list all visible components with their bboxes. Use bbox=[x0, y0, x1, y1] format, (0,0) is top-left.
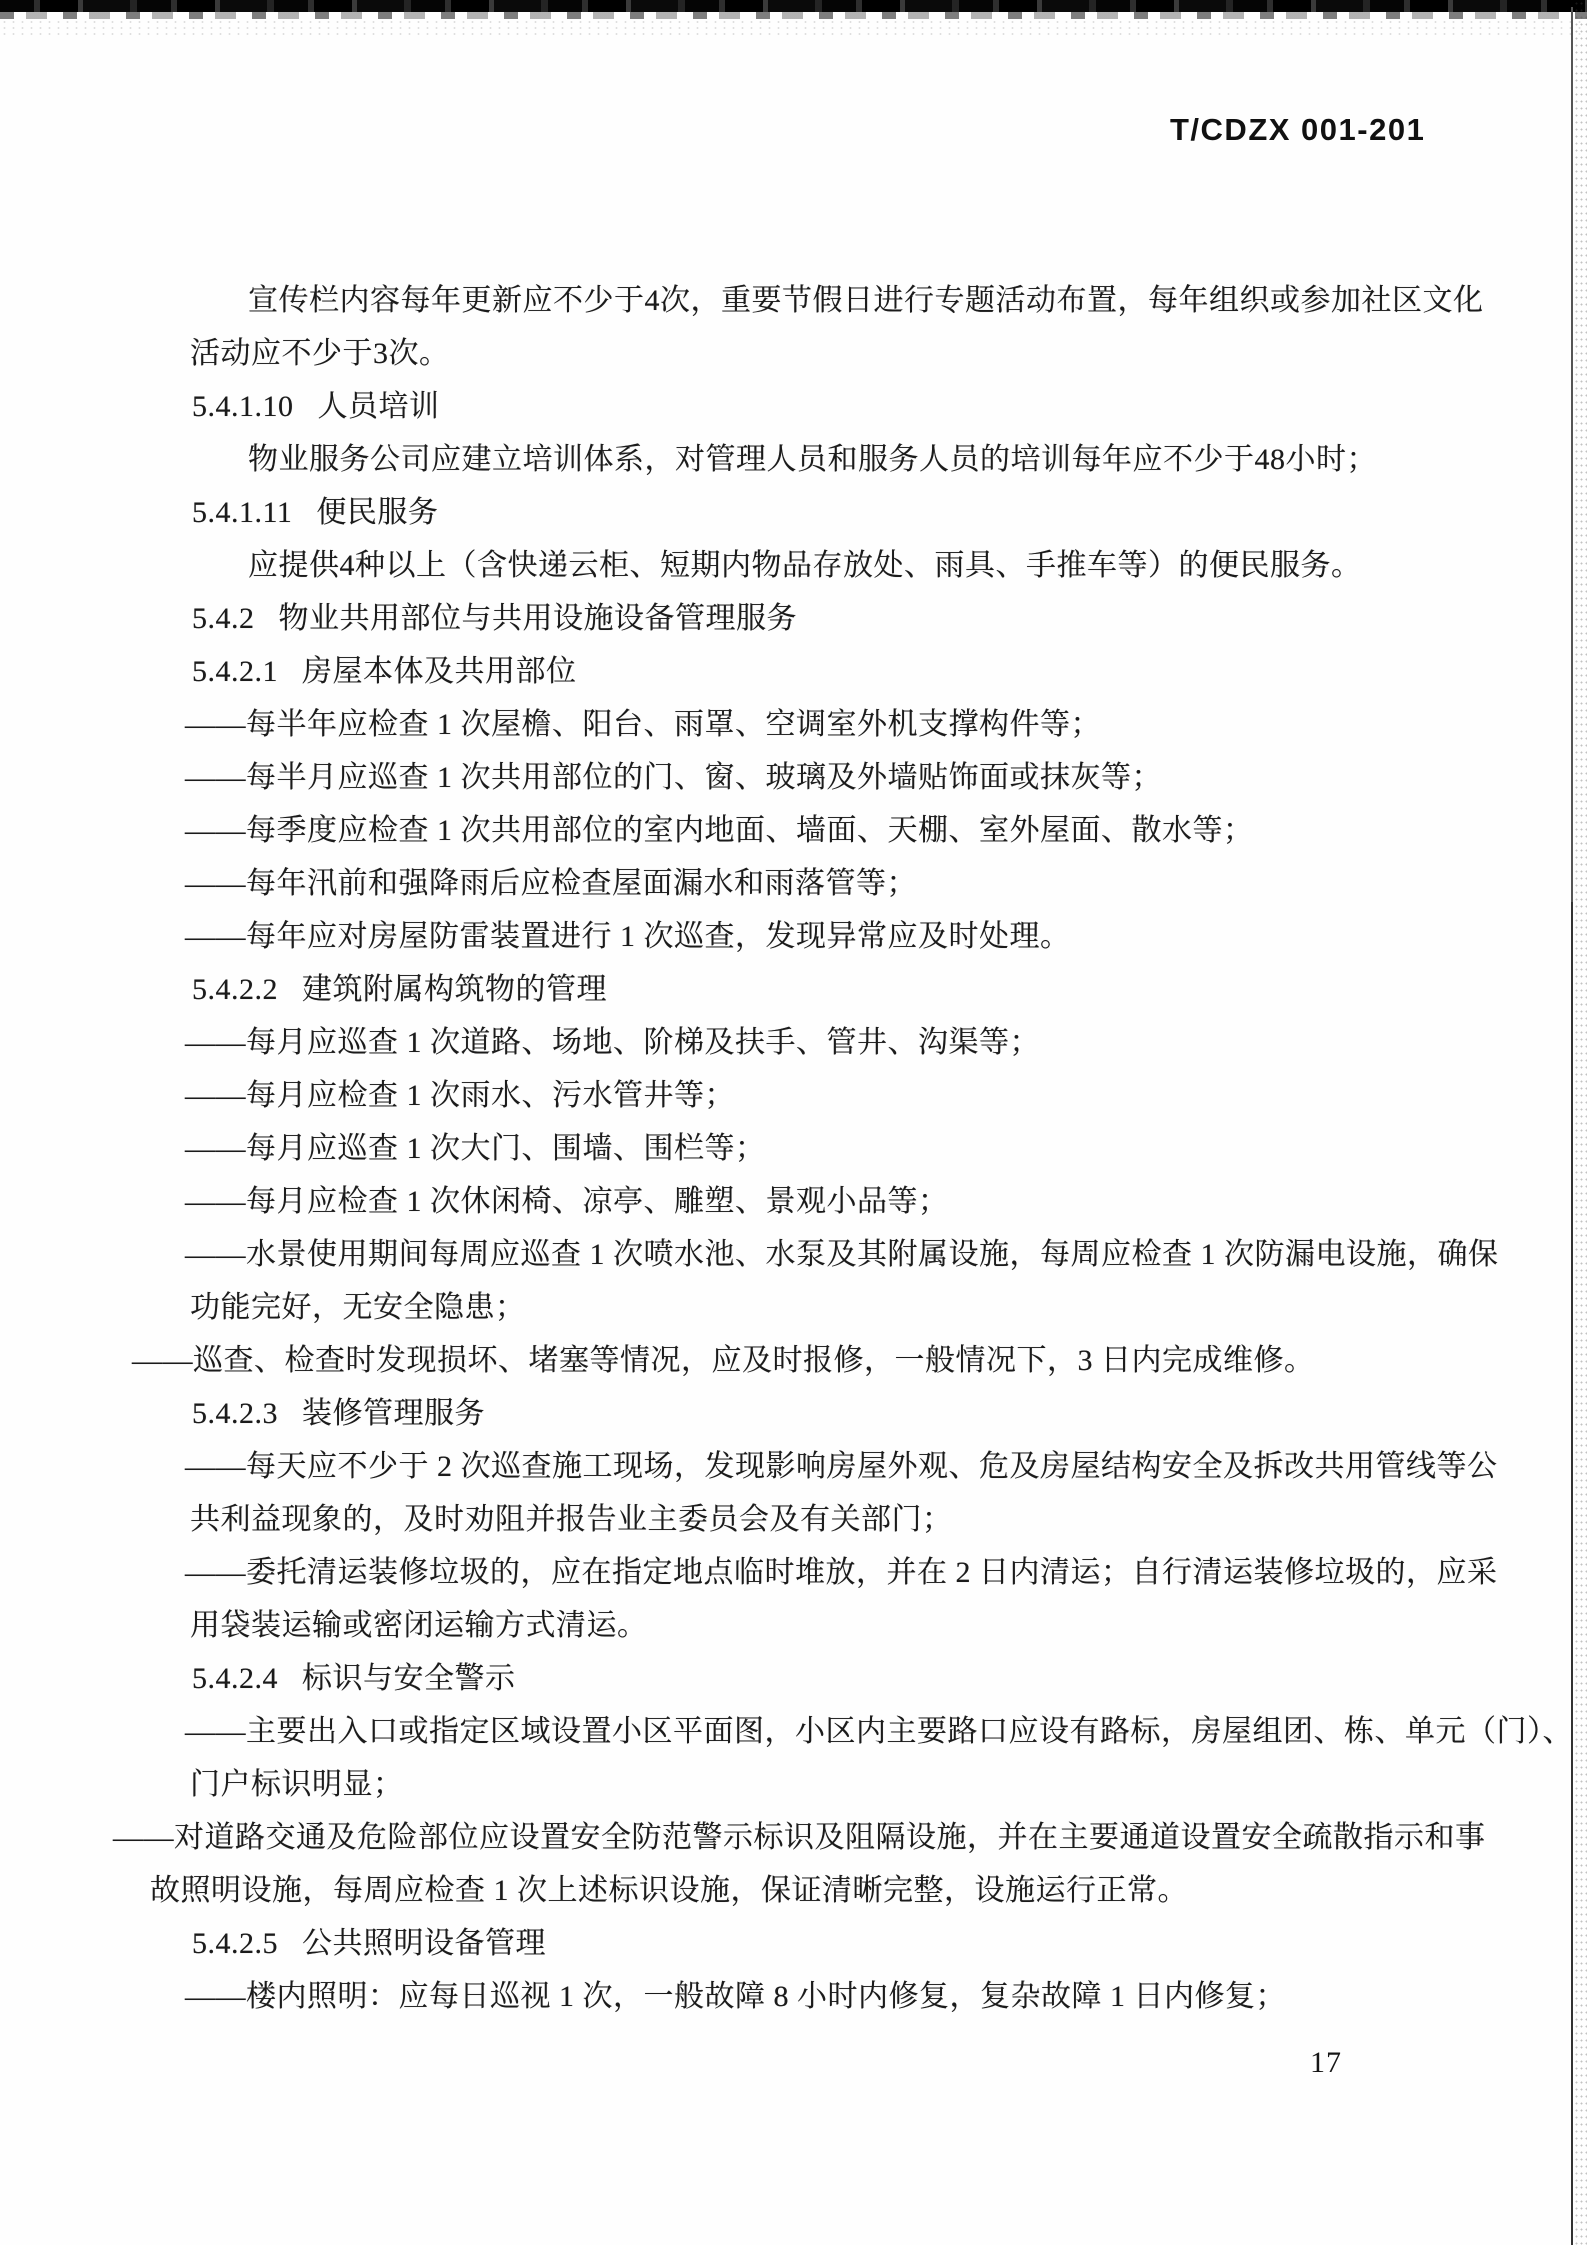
clause-heading: 5.4.2 物业共用部位与共用设施设备管理服务 bbox=[192, 602, 797, 635]
text-line: ——委托清运装修垃圾的，应在指定地点临时堆放，并在 2 日内清运；自行清运装修垃圾的，应采 bbox=[185, 1556, 1498, 1589]
text-line: 门户标识明显； bbox=[190, 1768, 404, 1801]
text-line: 应提供4种以上（含快递云柜、短期内物品存放处、雨具、手推车等）的便民服务。 bbox=[248, 549, 1362, 582]
text-line: ——每半年应检查 1 次屋檐、阳台、雨罩、空调室外机支撑构件等； bbox=[185, 708, 1101, 741]
standard-code-header: T/CDZX 001-201 bbox=[1170, 112, 1426, 147]
text-line: 物业服务公司应建立培训体系，对管理人员和服务人员的培训每年应不少于48小时； bbox=[248, 443, 1377, 476]
text-line: ——每年应对房屋防雷装置进行 1 次巡查，发现异常应及时处理。 bbox=[185, 920, 1071, 953]
text-line: 活动应不少于3次。 bbox=[190, 337, 450, 370]
text-line: ——水景使用期间每周应巡查 1 次喷水池、水泵及其附属设施，每周应检查 1 次防漏电设施，确保 bbox=[185, 1238, 1499, 1271]
clause-heading: 5.4.1.10 人员培训 bbox=[192, 390, 440, 423]
clause-heading: 5.4.2.2 建筑附属构筑物的管理 bbox=[192, 973, 607, 1006]
text-line: 故照明设施，每周应检查 1 次上述标识设施，保证清晰完整，设施运行正常。 bbox=[150, 1874, 1188, 1907]
text-line: 宣传栏内容每年更新应不少于4次，重要节假日进行专题活动布置，每年组织或参加社区文化 bbox=[248, 284, 1484, 317]
scan-artifact-top-band bbox=[0, 0, 1587, 12]
clause-heading: 5.4.2.3 装修管理服务 bbox=[192, 1397, 485, 1430]
text-line: ——每季度应检查 1 次共用部位的室内地面、墙面、天棚、室外屋面、散水等； bbox=[185, 814, 1254, 847]
text-line: ——每月应检查 1 次休闲椅、凉亭、雕塑、景观小品等； bbox=[185, 1185, 949, 1218]
text-line: ——每年汛前和强降雨后应检查屋面漏水和雨落管等； bbox=[185, 867, 917, 900]
text-line: ——每月应检查 1 次雨水、污水管井等； bbox=[185, 1079, 735, 1112]
text-line: 功能完好，无安全隐患； bbox=[190, 1291, 526, 1324]
clause-heading: 5.4.1.11 便民服务 bbox=[192, 496, 439, 529]
text-line: ——每天应不少于 2 次巡查施工现场，发现影响房屋外观、危及房屋结构安全及拆改共用管线等公 bbox=[185, 1450, 1498, 1483]
text-line: 用袋装运输或密闭运输方式清运。 bbox=[190, 1609, 648, 1642]
text-line: ——主要出入口或指定区域设置小区平面图，小区内主要路口应设有路标，房屋组团、栋、单元（门）、 bbox=[185, 1715, 1573, 1748]
clause-heading: 5.4.2.1 房屋本体及共用部位 bbox=[192, 655, 577, 688]
document-body bbox=[0, 274, 1587, 2023]
text-line: ——每半月应巡查 1 次共用部位的门、窗、玻璃及外墙贴饰面或抹灰等； bbox=[185, 761, 1162, 794]
text-line: ——楼内照明：应每日巡视 1 次，一般故障 8 小时内修复，复杂故障 1 日内修复； bbox=[185, 1980, 1286, 2013]
clause-heading: 5.4.2.5 公共照明设备管理 bbox=[192, 1927, 546, 1960]
scan-artifact-top-dust bbox=[0, 19, 1587, 37]
text-line: 共利益现象的，及时劝阻并报告业主委员会及有关部门； bbox=[190, 1503, 953, 1536]
text-line: ——每月应巡查 1 次道路、场地、阶梯及扶手、管井、沟渠等； bbox=[185, 1026, 1040, 1059]
text-line: ——对道路交通及危险部位应设置安全防范警示标识及阻隔设施，并在主要通道设置安全疏散指示和事 bbox=[113, 1821, 1486, 1854]
text-line: ——每月应巡查 1 次大门、围墙、围栏等； bbox=[185, 1132, 766, 1165]
clause-heading: 5.4.2.4 标识与安全警示 bbox=[192, 1662, 516, 1695]
text-line: ——巡查、检查时发现损坏、堵塞等情况，应及时报修，一般情况下，3 日内完成维修。 bbox=[132, 1344, 1315, 1377]
page-number: 17 bbox=[1310, 2046, 1342, 2079]
